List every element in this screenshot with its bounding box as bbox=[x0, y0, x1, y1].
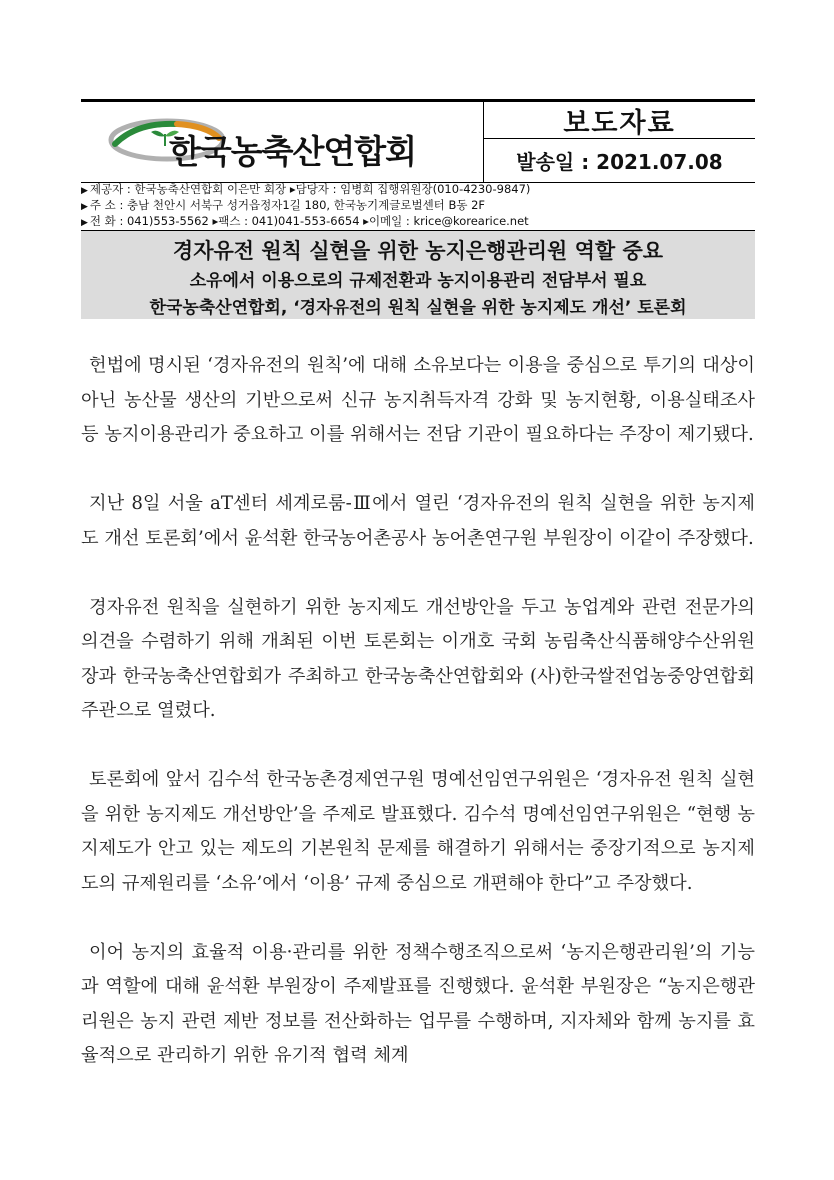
info-row-phone bbox=[81, 213, 755, 229]
paragraph: 토론회에 앞서 김수석 한국농촌경제연구원 명예선임연구위원은 ‘경자유전 원칙 실현을 위한 농지제도 개선방안’을 주제로 발표했다. 김수석 명예선임연구위원은 “현행 농지제도가 안고 있는 제도의 기본원칙 문제를 해결하기 위해서는 중장기적으로 농지제도의 규제원리를 ‘소유’에서 ‘이용’ 규제 중심으로 개편해야 한다”고 주장했다. bbox=[81, 769, 755, 894]
bullet-arrow-icon: ▶ bbox=[81, 186, 88, 196]
org-name-logo-text: 한국농축산연합회 bbox=[169, 132, 417, 171]
headline-box bbox=[81, 231, 755, 319]
paragraph: 지난 8일 서울 aT센터 세계로룸-Ⅲ에서 열린 ‘경자유전의 원칙 실현을 위한 농지제도 개선 토론회’에서 윤석환 한국농어촌공사 농어촌연구원 부원장이 이같이 주장했다. bbox=[81, 493, 755, 549]
article-body bbox=[81, 349, 755, 1108]
doc-type-title: 보도자료 bbox=[563, 107, 676, 139]
doc-type-cell bbox=[484, 102, 755, 139]
info-row-address bbox=[81, 197, 755, 213]
press-release-header bbox=[81, 99, 755, 228]
header-table bbox=[81, 99, 755, 183]
info-line: 주 소 : 충남 천안시 서북구 성거읍정자1길 180, 한국농기계글로벌센터 B동 2F bbox=[89, 198, 486, 212]
sub-headline-1: 소유에서 이용으로의 규제전환과 농지이용관리 전담부서 필요 bbox=[189, 271, 647, 291]
info-line: 제공자 : 한국농축산연합회 이은만 회장 ▸담당자 : 임병희 집행위원장(010-4230-9847) bbox=[89, 182, 531, 196]
paragraph: 경자유전 원칙을 실현하기 위한 농지제도 개선방안을 두고 농업계와 관련 전문가의 의견을 수렴하기 위해 개최된 이번 토론회는 이개호 국회 농림축산식품해양수산위원장과 한국농축산연합회가 주최하고 한국농축산연합회와 (사)한국쌀전업농중앙연합회 주관으로 열렸다. bbox=[81, 596, 755, 721]
contact-info bbox=[81, 181, 755, 229]
release-date-cell bbox=[484, 139, 755, 182]
logo-cell bbox=[81, 102, 484, 182]
info-row-provider bbox=[81, 181, 755, 197]
main-headline: 경자유전 원칙 실현을 위한 농지은행관리원 역할 중요 bbox=[172, 239, 664, 263]
release-date: 발송일 : 2021.07.08 bbox=[516, 150, 723, 174]
info-line: 전 화 : 041)553-5562 ▸팩스 : 041)041-553-6654 ▸이메일 : krice@korearice.net bbox=[89, 214, 529, 228]
bullet-arrow-icon: ▶ bbox=[81, 218, 88, 228]
bullet-arrow-icon: ▶ bbox=[81, 202, 88, 212]
sub-headline-2: 한국농축산연합회, ‘경자유전의 원칙 실현을 위한 농지제도 개선’ 토론회 bbox=[149, 298, 687, 318]
paragraph: 이어 농지의 효율적 이용·관리를 위한 정책수행조직으로써 ‘농지은행관리원’의 기능과 역할에 대해 윤석환 부원장이 주제발표를 진행했다. 윤석환 부원장은 “농지은행관리원은 농지 관련 제반 정보를 전산화하는 업무를 수행하며, 지자체와 함께 농지를 효율적으로 관리하기 위한 유기적 협력 체계 bbox=[81, 941, 755, 1066]
paragraph: 헌법에 명시된 ‘경자유전의 원칙’에 대해 소유보다는 이용을 중심으로 투기의 대상이 아닌 농산물 생산의 기반으로써 신규 농지취득자격 강화 및 농지현황, 이용실태조사 등 농지이용관리가 중요하고 이를 위해서는 전담 기관이 필요하다는 주장이 제기됐다. bbox=[81, 355, 755, 445]
